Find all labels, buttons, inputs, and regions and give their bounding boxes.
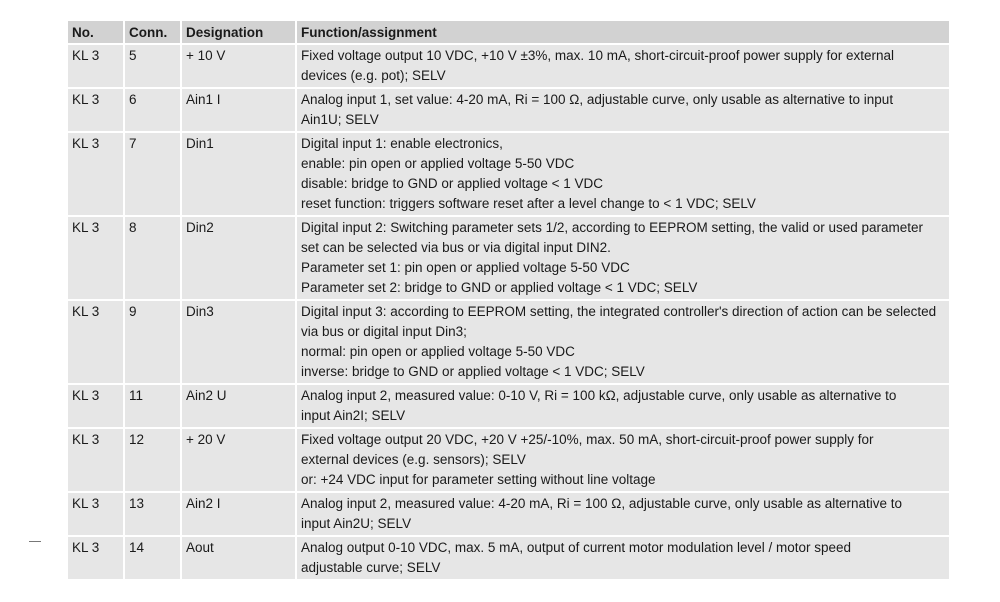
cell-function: [297, 89, 949, 131]
cell-no: KL 3: [68, 133, 123, 215]
cell-conn: 9: [125, 301, 180, 383]
cell-designation: Ain2 U: [182, 385, 295, 427]
function-line: reset function: triggers software reset after a level change to < 1 VDC; SELV: [301, 196, 756, 211]
cell-conn: 5: [125, 45, 180, 87]
cell-designation: Din2: [182, 217, 295, 299]
table-row: [68, 537, 949, 579]
cell-function: [297, 537, 949, 579]
table-row: [68, 89, 949, 131]
function-line: Analog input 2, measured value: 0-10 V, Ri = 100 kΩ, adjustable curve, only usable as alternative to: [301, 388, 897, 403]
cell-conn: 12: [125, 429, 180, 491]
header-designation: Designation: [182, 21, 295, 43]
cell-function: [297, 217, 949, 299]
cell-function: [297, 385, 949, 427]
cell-no: KL 3: [68, 89, 123, 131]
cell-no: KL 3: [68, 301, 123, 383]
function-line: enable: pin open or applied voltage 5-50 VDC: [301, 156, 575, 171]
cell-designation: Din3: [182, 301, 295, 383]
table-row: [68, 493, 949, 535]
table-row: [68, 301, 949, 383]
function-line: external devices (e.g. sensors); SELV: [301, 452, 526, 467]
table-row: [68, 133, 949, 215]
cell-designation: Din1: [182, 133, 295, 215]
cell-designation: + 10 V: [182, 45, 295, 87]
function-line: set can be selected via bus or via digital input DIN2.: [301, 240, 611, 255]
table-header-row: [68, 21, 949, 43]
cell-no: KL 3: [68, 45, 123, 87]
cell-no: KL 3: [68, 493, 123, 535]
function-line: Digital input 2: Switching parameter sets 1/2, according to EEPROM setting, the valid or used parameter: [301, 220, 924, 235]
cell-designation: + 20 V: [182, 429, 295, 491]
function-line: or: +24 VDC input for parameter setting without line voltage: [301, 472, 656, 487]
cell-conn: 11: [125, 385, 180, 427]
cell-function: [297, 301, 949, 383]
table-row: [68, 385, 949, 427]
cell-function: [297, 493, 949, 535]
function-line: Analog output 0-10 VDC, max. 5 mA, output of current motor modulation level / motor speed: [301, 540, 852, 555]
function-line: Analog input 2, measured value: 4-20 mA, Ri = 100 Ω, adjustable curve, only usable as alternative to: [301, 496, 903, 511]
function-line: Digital input 3: according to EEPROM setting, the integrated controller's direction of action can be selected: [301, 304, 937, 319]
cell-no: KL 3: [68, 429, 123, 491]
function-line: via bus or digital input Din3;: [301, 324, 467, 339]
cell-conn: 14: [125, 537, 180, 579]
cell-designation: Ain2 I: [182, 493, 295, 535]
table-row: [68, 217, 949, 299]
function-line: input Ain2I; SELV: [301, 408, 406, 423]
margin-dash: [29, 541, 41, 542]
function-line: normal: pin open or applied voltage 5-50 VDC: [301, 344, 575, 359]
function-line: Analog input 1, set value: 4-20 mA, Ri = 100 Ω, adjustable curve, only usable as alternative to input: [301, 92, 894, 107]
function-line: Parameter set 1: pin open or applied voltage 5-50 VDC: [301, 260, 630, 275]
function-line: Fixed voltage output 10 VDC, +10 V ±3%, max. 10 mA, short-circuit-proof power supply for external: [301, 48, 895, 63]
table-row: [68, 45, 949, 87]
function-line: input Ain2U; SELV: [301, 516, 412, 531]
function-line: inverse: bridge to GND or applied voltage < 1 VDC; SELV: [301, 364, 645, 379]
terminal-assignment-table: [66, 19, 951, 581]
header-no: No.: [68, 21, 123, 43]
cell-conn: 7: [125, 133, 180, 215]
cell-function: [297, 45, 949, 87]
function-line: disable: bridge to GND or applied voltage < 1 VDC: [301, 176, 604, 191]
cell-conn: 8: [125, 217, 180, 299]
table-row: [68, 429, 949, 491]
function-line: Parameter set 2: bridge to GND or applied voltage < 1 VDC; SELV: [301, 280, 698, 295]
cell-no: KL 3: [68, 537, 123, 579]
cell-function: [297, 133, 949, 215]
function-line: Digital input 1: enable electronics,: [301, 136, 503, 151]
cell-function: [297, 429, 949, 491]
cell-designation: Ain1 I: [182, 89, 295, 131]
header-conn: Conn.: [125, 21, 180, 43]
cell-no: KL 3: [68, 385, 123, 427]
function-line: devices (e.g. pot); SELV: [301, 68, 446, 83]
cell-conn: 6: [125, 89, 180, 131]
cell-conn: 13: [125, 493, 180, 535]
function-line: Ain1U; SELV: [301, 112, 379, 127]
function-line: Fixed voltage output 20 VDC, +20 V +25/-10%, max. 50 mA, short-circuit-proof power supply for: [301, 432, 874, 447]
cell-no: KL 3: [68, 217, 123, 299]
cell-designation: Aout: [182, 537, 295, 579]
function-line: adjustable curve; SELV: [301, 560, 441, 575]
header-function: Function/assignment: [297, 21, 949, 43]
